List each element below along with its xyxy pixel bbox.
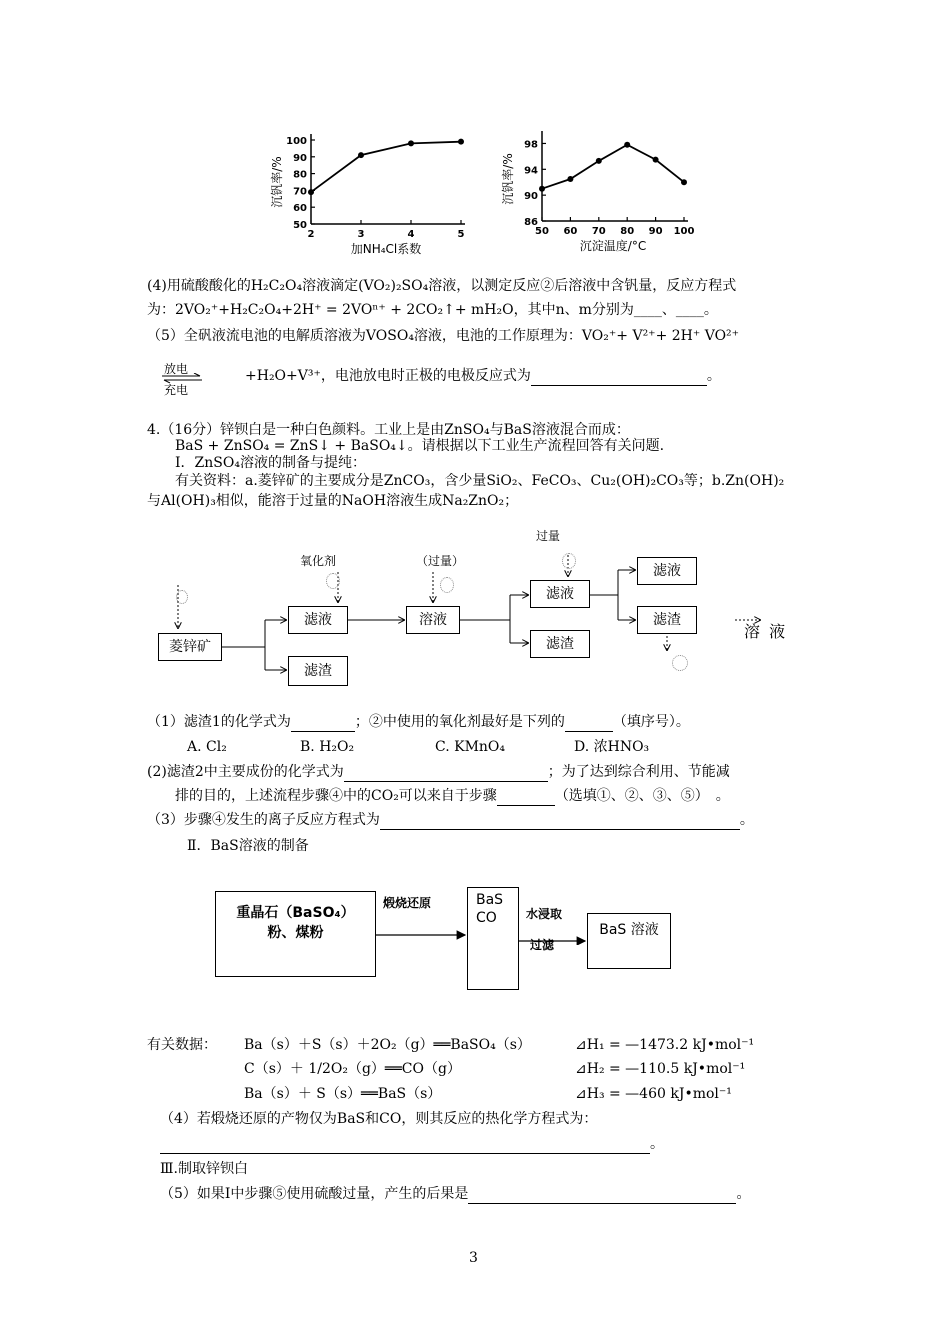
x-tick-label: 70 [591,226,606,237]
y-tick-label: 90 [293,152,307,164]
step-4-circle [562,553,576,569]
step-3-circle [440,577,454,593]
box-ore: 菱锌矿 [158,633,222,661]
y-tick-label: 94 [524,165,538,177]
q4b-answer: 。 [160,1134,664,1154]
step-2-circle [326,573,340,589]
step-1-circle [176,590,188,604]
equation-1: Ba（s）＋S（s）＋2O₂（g）══BaSO₄（s） [244,1037,531,1053]
final-solution-label: 溶 液 [744,622,788,641]
x-axis-label: 沉淀温度/°C [579,239,647,253]
x-tick-label: 60 [563,226,578,237]
x-tick-label: 3 [357,229,365,240]
y-tick-label: 100 [286,136,307,147]
delta-h3: ⊿H₃ = —460 kJ•mol⁻¹ [575,1086,732,1102]
x-tick-label: 80 [620,226,635,237]
x-axis-label: 加NH₄Cl系数 [350,242,422,256]
data-point [408,140,414,146]
equation-3: Ba（s）＋ S（s）══BaS（s） [244,1086,442,1102]
y-tick-label: 90 [524,191,538,203]
box-barite: 重晶石（BaSO₄） 粉、煤粉 [215,891,376,977]
oxidant-label: 氧化剂 [300,554,337,568]
data-point [458,139,464,145]
option-b: B. H₂O₂ [300,739,355,755]
page-number: 3 [469,1250,478,1266]
flow1-arrows [150,540,800,700]
series-line [311,142,461,192]
box-residue2: 滤渣 [530,630,590,658]
data-point [308,189,314,195]
equation-2: C（s）＋ 1/2O₂（g）══CO（g） [244,1061,461,1077]
step-calcine-label: 煅烧还原 [383,896,432,910]
info-line2: 与Al(OH)₃相似，能溶于过量的NaOH溶液生成Na₂ZnO₂； [147,493,519,509]
excess-label-1: （过量） [416,554,465,568]
data-point [539,186,545,192]
y-axis-label: 沉钒率/% [270,156,284,208]
chart1-plot [269,134,465,256]
box-filtrate1: 滤液 [288,606,348,634]
q5-line2: +H₂O+V³⁺，电池放电时正极的电极反应式为 。 [245,368,721,384]
q1-line: （1）滤渣1的化学式为 ；②中使用的氧化剂最好是下列的 （填序号）。 [147,714,690,730]
q4-line1: (4)用硫酸酸化的H₂C₂O₄溶液滴定(VO₂)₂SO₄溶液，以测定反应②后溶液中含钒量，反应方程式 [147,278,737,294]
y-tick-label: 80 [293,169,307,181]
section-1-title: Ⅰ．ZnSO₄溶液的制备与提纯： [175,455,366,471]
y-tick-label: 98 [524,139,538,151]
arrow-charge-label: 充电 [164,383,189,397]
data-point [624,142,630,148]
data-point [358,152,364,158]
x-tick-label: 5 [457,229,465,240]
info-line1: 有关资料：a.菱锌矿的主要成分是ZnCO₃，含少量SiO₂、FeCO₃、Cu₂(OH)₂CO₃等；b.Zn(OH)₂ [175,473,785,489]
option-d: D. 浓HNO₃ [574,739,650,755]
x-tick-label: 50 [535,226,549,237]
chart-nh4cl [255,120,475,270]
x-tick-label: 90 [648,226,663,237]
p4-equation: BaS + ZnSO₄ = ZnS↓ + BaSO₄↓。请根据以下工业生产流程回答有关问题. [175,438,665,454]
box-solution: 溶液 [406,606,460,634]
p4-title: 4.（16分）锌钡白是一种白色颜料。工业上是由ZnSO₄与BaS溶液混合而成： [147,422,630,438]
delta-h2: ⊿H₂ = —110.5 kJ•mol⁻¹ [575,1061,746,1077]
y-tick-label: 60 [293,203,307,215]
box-filtrate2: 滤液 [530,580,590,608]
box-residue3: 滤渣 [637,606,697,634]
q4-line2: 为：2VO₂⁺+H₂C₂O₄+2H⁺ = 2VOⁿ⁺ + 2CO₂↑+ mH₂O，其中n、m分别为____、____。 [147,302,718,318]
y-tick-label: 86 [524,217,538,228]
data-point [567,176,573,182]
chart-temperature [490,115,710,270]
q5b-line: （5）如果Ⅰ中步骤⑤使用硫酸过量，产生的后果是 。 [160,1186,751,1202]
step-leach-label: 水浸取 [526,907,563,921]
data-point [596,158,602,164]
y-axis-label: 沉钒率/% [501,153,515,205]
x-tick-label: 4 [407,229,415,240]
y-tick-label: 50 [293,220,307,231]
excess-label-2: 过量 [536,529,561,543]
x-tick-label: 2 [307,229,315,240]
data-point [681,179,687,185]
chart2-plot [500,131,694,253]
box-filtrate3: 滤液 [637,557,697,585]
y-tick-label: 70 [293,186,307,198]
delta-h1: ⊿H₁ = —1473.2 kJ•mol⁻¹ [575,1037,755,1053]
data-point [653,157,659,163]
option-a: A. Cl₂ [187,739,227,755]
step-5-circle [672,655,688,671]
q2-line2: 排的目的，上述流程步骤④中的CO₂可以来自于步骤 （选填①、②、③、⑤） 。 [175,788,730,804]
series-line [542,145,684,189]
box-residue1: 滤渣 [288,656,348,686]
section-2-title: Ⅱ．BaS溶液的制备 [187,838,309,854]
box-bas-co: BaS CO [467,887,519,990]
arrow-discharge-label: 放电 [164,362,189,376]
q4b-line: （4）若煅烧还原的产物仅为BaS和CO，则其反应的热化学方程式为： [160,1111,598,1127]
section-3-title: Ⅲ.制取锌钡白 [160,1161,248,1177]
flow2-arrows [376,925,591,945]
data-label: 有关数据： [147,1037,217,1053]
q5-line1: （5）全矾液流电池的电解质溶液为VOSO₄溶液，电池的工作原理为：VO₂⁺+ V²⁺+ 2H⁺ VO²⁺ [147,328,740,344]
box-bas-solution: BaS 溶液 [587,913,671,969]
x-tick-label: 100 [673,226,695,237]
q3-line: （3）步骤④发生的离子反应方程式为 。 [147,812,754,828]
step-filter-label: 过滤 [530,938,555,952]
q2-line1: (2)滤渣2中主要成份的化学式为 ；为了达到综合利用、节能减 [147,764,730,780]
option-c: C. KMnO₄ [435,739,506,755]
